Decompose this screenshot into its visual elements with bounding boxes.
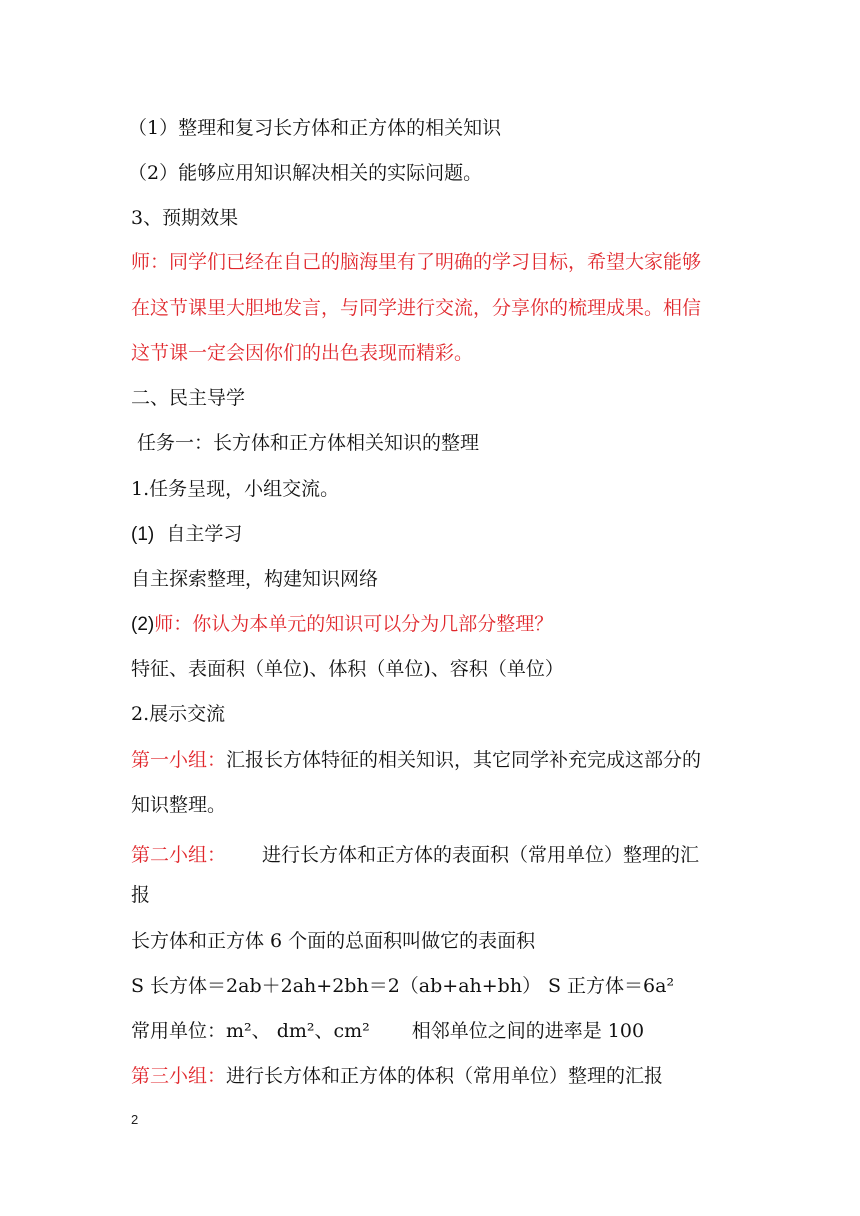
self-study-heading: [131, 522, 242, 547]
self-study-number: (1): [131, 524, 155, 545]
teacher-remark-line-1: 师：同学们已经在自己的脑海里有了明确的学习目标，希望大家能够: [131, 251, 702, 273]
group-1-report: [131, 748, 701, 772]
page-number: 2: [131, 1112, 139, 1127]
teacher-remark-line-3: 这节课一定会因你们的出色表现而精彩。: [131, 342, 474, 364]
group-2-report: [131, 843, 699, 867]
goal-1: （1）整理和复习长方体和正方体的相关知识: [128, 117, 502, 139]
units-label: 常用单位：: [131, 1020, 227, 1042]
teacher-question: [131, 612, 553, 637]
group-2-text: 进行长方体和正方体的表面积（常用单位）整理的汇: [262, 844, 700, 866]
group-3-text: 进行长方体和正方体的体积（常用单位）整理的汇报: [226, 1065, 664, 1087]
expected-heading: 3、预期效果: [131, 207, 239, 229]
task-1-heading: 任务一：长方体和正方体相关知识的整理: [137, 432, 480, 454]
self-study-title: 自主学习: [166, 523, 243, 545]
units-values: m²、 dm²、cm²: [226, 1020, 370, 1042]
self-study-desc: 自主探索整理，构建知识网络: [131, 568, 379, 590]
step-2-heading: 2.展示交流: [131, 703, 226, 725]
goal-2: （2）能够应用知识解决相关的实际问题。: [128, 162, 483, 184]
teacher-remark-line-2: 在这节课里大胆地发言，与同学进行交流，分享你的梳理成果。相信: [131, 297, 702, 319]
group-2-label: 第二小组：: [131, 844, 227, 866]
question-number: (2): [131, 614, 155, 635]
step-1-heading: 1.任务呈现，小组交流。: [131, 478, 340, 500]
section-heading: 二、民主导学: [131, 387, 246, 409]
group-2-continuation: 报: [131, 884, 151, 906]
cube-formula: S 正方体＝6a²: [548, 975, 675, 997]
group-1-text: 汇报长方体特征的相关知识，其它同学补充完成这部分的: [226, 749, 702, 771]
question-text: 师：你认为本单元的知识可以分为几部分整理？: [154, 613, 554, 635]
units-line: [131, 1019, 644, 1043]
group-3-label: 第三小组：: [131, 1065, 227, 1087]
cuboid-formula: S 长方体＝2ab＋2ah+2bh＝2（ab+ah+bh）: [131, 975, 542, 997]
group-1-label: 第一小组：: [131, 749, 227, 771]
surface-area-definition: 长方体和正方体 6 个面的总面积叫做它的表面积: [131, 930, 536, 952]
answer-line: 特征、表面积（单位)、体积（单位)、容积（单位）: [131, 658, 564, 680]
group-3-report: [131, 1064, 663, 1088]
units-rate: 相邻单位之间的进率是 100: [411, 1020, 645, 1042]
group-1-continuation: 知识整理。: [131, 794, 227, 816]
